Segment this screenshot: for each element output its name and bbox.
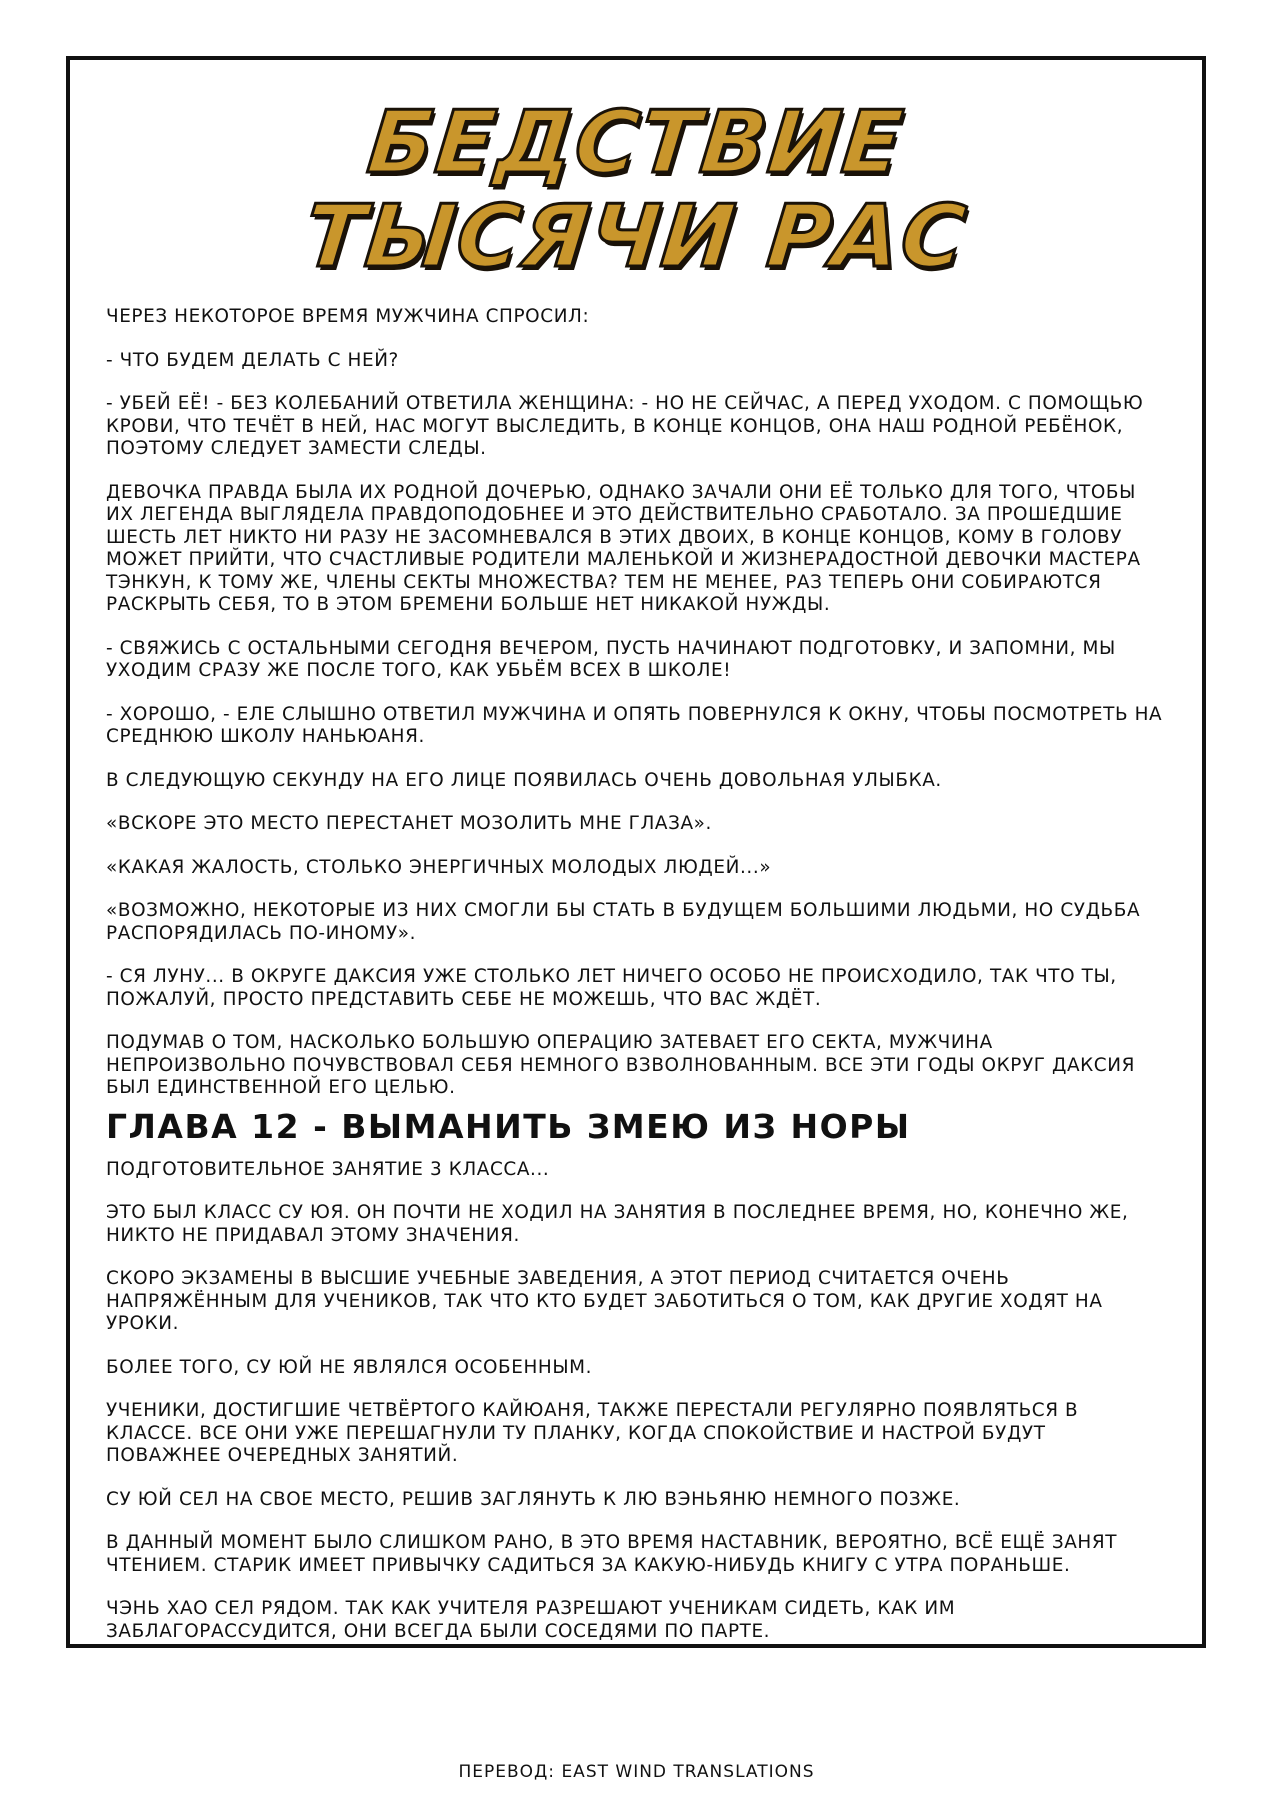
paragraph: ЧЭНЬ ХАО СЕЛ РЯДОМ. ТАК КАК УЧИТЕЛЯ РАЗРЕШАЮТ УЧЕНИКАМ СИДЕТЬ, КАК ИМ ЗАБЛАГОРАССУДИТСЯ, ОНИ ВСЕГДА БЫЛИ СОСЕДЯМИ ПО ПАРТЕ.: [106, 1598, 956, 1642]
paragraph: - СВЯЖИСЬ С ОСТАЛЬНЫМИ СЕГОДНЯ ВЕЧЕРОМ, ПУСТЬ НАЧИНАЮТ ПОДГОТОВКУ, И ЗАПОМНИ, МЫ УХОДИМ СРАЗУ ЖЕ ПОСЛЕ ТОГО, КАК УБЬЁМ ВСЕХ В ШКОЛЕ!: [106, 637, 1116, 681]
paragraph: ПОДГОТОВИТЕЛЬНОЕ ЗАНЯТИЕ 3 КЛАССА...: [106, 1158, 550, 1180]
paragraph: - ЧТО БУДЕМ ДЕЛАТЬ С НЕЙ?: [106, 349, 399, 371]
paragraph: «ВОЗМОЖНО, НЕКОТОРЫЕ ИЗ НИХ СМОГЛИ БЫ СТАТЬ В БУДУЩЕМ БОЛЬШИМИ ЛЮДЬМИ, НО СУДЬБА РАСПОРЯДИЛАСЬ ПО-ИНОМУ».: [106, 900, 1141, 944]
chapter-heading: ГЛАВА 12 - ВЫМАНИТЬ ЗМЕЮ ИЗ НОРЫ: [106, 1106, 911, 1146]
paragraph: СКОРО ЭКЗАМЕНЫ В ВЫСШИЕ УЧЕБНЫЕ ЗАВЕДЕНИЯ, А ЭТОТ ПЕРИОД СЧИТАЕТСЯ ОЧЕНЬ НАПРЯЖЁННЫМ ДЛЯ УЧЕНИКОВ, ТАК ЧТО КТО БУДЕТ ЗАБОТИТЬСЯ О ТОМ, КАК ДРУГИЕ ХОДЯТ НА УРОКИ.: [106, 1268, 1103, 1334]
paragraph: - ХОРОШО, - ЕЛЕ СЛЫШНО ОТВЕТИЛ МУЖЧИНА И ОПЯТЬ ПОВЕРНУЛСЯ К ОКНУ, ЧТОБЫ ПОСМОТРЕТЬ НА СРЕДНЮЮ ШКОЛУ НАНЬЮАНЯ.: [106, 703, 1163, 747]
paragraph: «КАКАЯ ЖАЛОСТЬ, СТОЛЬКО ЭНЕРГИЧНЫХ МОЛОДЫХ ЛЮДЕЙ...»: [106, 856, 772, 878]
title-line-2: ТЫСЯЧИ РАС: [300, 187, 972, 287]
paragraph: - СЯ ЛУНУ... В ОКРУГЕ ДАКСИЯ УЖЕ СТОЛЬКО ЛЕТ НИЧЕГО ОСОБО НЕ ПРОИСХОДИЛО, ТАК ЧТО ТЫ, ПОЖАЛУЙ, ПРОСТО ПРЕДСТАВИТЬ СЕБЕ НЕ МОЖЕШЬ, ЧТО ВАС ЖДЁТ.: [106, 966, 1117, 1010]
paragraph: ЧЕРЕЗ НЕКОТОРОЕ ВРЕМЯ МУЖЧИНА СПРОСИЛ:: [106, 306, 590, 327]
paragraph: БОЛЕЕ ТОГО, СУ ЮЙ НЕ ЯВЛЯЛСЯ ОСОБЕННЫМ.: [106, 1356, 593, 1378]
paragraph: ПОДУМАВ О ТОМ, НАСКОЛЬКО БОЛЬШУЮ ОПЕРАЦИЮ ЗАТЕВАЕТ ЕГО СЕКТА, МУЖЧИНА НЕПРОИЗВОЛЬНО ПОЧУВСТВОВАЛ СЕБЯ НЕМНОГО ВЗВОЛНОВАННЫМ. ВСЕ ЭТИ ГОДЫ ОКРУГ ДАКСИЯ БЫЛ ЕДИНСТВЕННОЙ ЕГО ЦЕЛЬЮ.: [106, 1032, 1135, 1098]
paragraph: В ДАННЫЙ МОМЕНТ БЫЛО СЛИШКОМ РАНО, В ЭТО ВРЕМЯ НАСТАВНИК, ВЕРОЯТНО, ВСЁ ЕЩЁ ЗАНЯТ ЧТЕНИЕМ. СТАРИК ИМЕЕТ ПРИВЫЧКУ САДИТЬСЯ ЗА КАКУЮ-НИБУДЬ КНИГУ С УТРА ПОРАНЬШЕ.: [106, 1532, 1118, 1576]
paragraph: ДЕВОЧКА ПРАВДА БЫЛА ИХ РОДНОЙ ДОЧЕРЬЮ, ОДНАКО ЗАЧАЛИ ОНИ ЕЁ ТОЛЬКО ДЛЯ ТОГО, ЧТОБЫ ИХ ЛЕГЕНДА ВЫГЛЯДЕЛА ПРАВДОПОДОБНЕЕ И ЭТО ДЕЙСТВИТЕЛЬНО СРАБОТАЛО. ЗА ПРОШЕДШИЕ ШЕСТЬ ЛЕТ НИКТО НИ РАЗУ НЕ ЗАСОМНЕВАЛСЯ В ЭТИХ ДВОИХ, В КОНЦЕ КОНЦОВ, КОМУ В ГОЛОВУ МОЖЕТ ПРИЙТИ, ЧТО СЧАСТЛИВЫЕ РОДИТЕЛИ МАЛЕНЬКОЙ И ЖИЗНЕРАДОСТНОЙ ДЕВОЧКИ МАСТЕРА ТЭНКУН, К ТОМУ ЖЕ, ЧЛЕНЫ СЕКТЫ МНОЖЕСТВА? ТЕМ НЕ МЕНЕЕ, РАЗ ТЕПЕРЬ ОНИ СОБИРАЮТСЯ РАСКРЫТЬ СЕБЯ, ТО В ЭТОМ БРЕМЕНИ БОЛЬШЕ НЕТ НИКАКОЙ НУЖДЫ.: [106, 481, 1141, 615]
title-line-1: БЕДСТВИЕ: [363, 93, 909, 193]
page-frame: [66, 56, 1206, 1648]
text-content: [106, 306, 1166, 1664]
paragraph: ЭТО БЫЛ КЛАСС СУ ЮЯ. ОН ПОЧТИ НЕ ХОДИЛ НА ЗАНЯТИЯ В ПОСЛЕДНЕЕ ВРЕМЯ, НО, КОНЕЧНО ЖЕ, НИКТО НЕ ПРИДАВАЛ ЭТОМУ ЗНАЧЕНИЯ.: [106, 1202, 1129, 1246]
paragraph: УЧЕНИКИ, ДОСТИГШИЕ ЧЕТВЁРТОГО КАЙЮАНЯ, ТАКЖЕ ПЕРЕСТАЛИ РЕГУЛЯРНО ПОЯВЛЯТЬСЯ В КЛАССЕ. ВСЕ ОНИ УЖЕ ПЕРЕШАГНУЛИ ТУ ПЛАНКУ, КОГДА СПОКОЙСТВИЕ И НАСТРОЙ БУДУТ ПОВАЖНЕЕ ОЧЕРЕДНЫХ ЗАНЯТИЙ.: [106, 1400, 1079, 1466]
translation-credit: ПЕРЕВОД: EAST WIND TRANSLATIONS: [458, 1762, 815, 1782]
paragraph: - УБЕЙ ЕЁ! - БЕЗ КОЛЕБАНИЙ ОТВЕТИЛА ЖЕНЩИНА: - НО НЕ СЕЙЧАС, А ПЕРЕД УХОДОМ. С ПОМОЩЬЮ КРОВИ, ЧТО ТЕЧЁТ В НЕЙ, НАС МОГУТ ВЫСЛЕДИТЬ, В КОНЦЕ КОНЦОВ, ОНА НАШ РОДНОЙ РЕБЁНОК, ПОЭТОМУ СЛЕДУЕТ ЗАМЕСТИ СЛЕДЫ.: [106, 393, 1144, 459]
title-logo: [70, 93, 1202, 287]
paragraph: СУ ЮЙ СЕЛ НА СВОЕ МЕСТО, РЕШИВ ЗАГЛЯНУТЬ К ЛЮ ВЭНЬЯНЮ НЕМНОГО ПОЗЖЕ.: [106, 1488, 961, 1510]
paragraph: В СЛЕДУЮЩУЮ СЕКУНДУ НА ЕГО ЛИЦЕ ПОЯВИЛАСЬ ОЧЕНЬ ДОВОЛЬНАЯ УЛЫБКА.: [106, 769, 942, 791]
paragraph: «ВСКОРЕ ЭТО МЕСТО ПЕРЕСТАНЕТ МОЗОЛИТЬ МНЕ ГЛАЗА».: [106, 813, 712, 834]
